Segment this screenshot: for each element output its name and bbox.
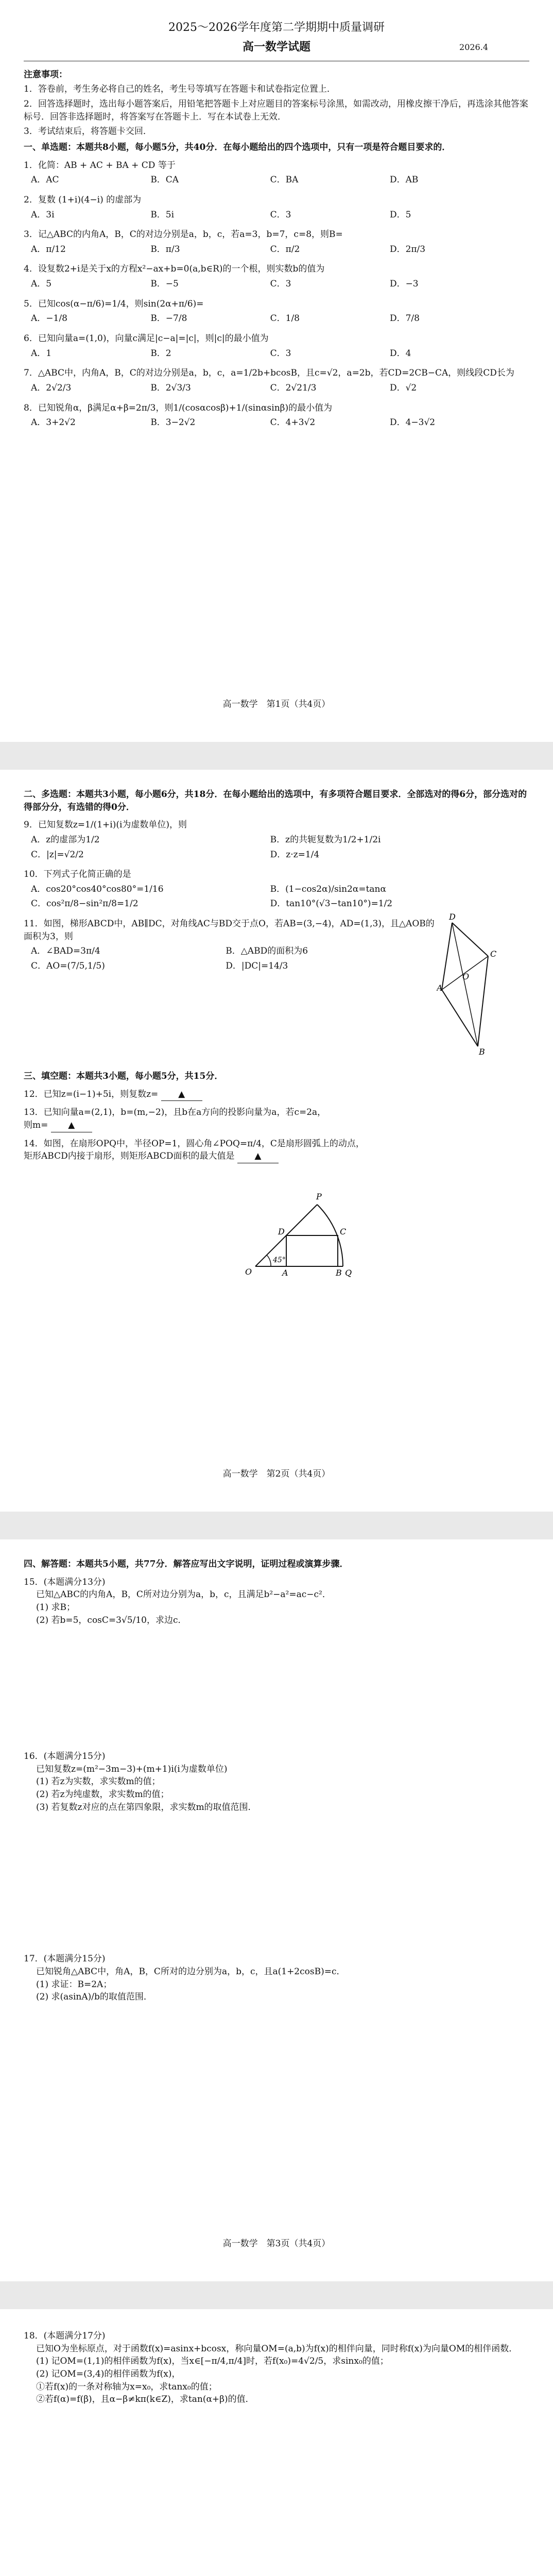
option-b: B．△ABD的面积为6 [226,946,308,957]
options [24,834,529,863]
question-16 [24,1750,529,1814]
sub-question: (1) 记OM=(1,1)的相伴函数为f(x)，当x∈[−π/4,π/4]时，若f(x₀)=4√2/5，求sinx₀的值； [36,2356,389,2367]
option-a: A．cos20°cos40°cos80°=1/16 [31,884,164,894]
label-o: O [462,972,470,982]
option-c: C．AO=(7/5,1/5) [31,961,105,972]
answer-blank: ▲ [161,1088,202,1101]
question-12 [24,1088,529,1101]
question-stem: 2．复数 (1+i)(4−i) 的虚部为 [24,194,142,205]
question-header: 16．(本题满分15分) [24,1751,106,1762]
sub-question: (1) 求证：B=2A； [36,1979,112,1990]
option-b: B．−5 [150,279,179,290]
notice-item: 1．答卷前，考生务必将自己的姓名，考生号等填写在答题卡和试卷指定位置上． [24,84,336,95]
question-stem: 10．下列式子化简正确的是 [24,869,131,880]
option-b: B．CA [150,175,179,185]
option-d: D．z·z=1/4 [270,849,320,860]
option-b: B．π/3 [150,244,180,255]
question-stem: 4．设复数2+i是关于x的方程x²−ax+b=0(a,b∈R)的一个根，则实数b的值为 [24,264,325,275]
question-10 [24,868,529,912]
question-17 [24,1953,529,2004]
angle-label: 45° [273,1256,286,1264]
question-stem: 12．已知z=(i−1)+5i，则复数z= [24,1089,159,1099]
label-q: Q [345,1267,352,1278]
question-14 [24,1138,529,1286]
question-stem: 已知O为坐标原点，对于函数f(x)=asinx+bcosx，称向量OM=(a,b)为f(x)的相伴向量，同时称f(x)为向量OM的相伴函数． [36,2343,518,2354]
question-8 [24,402,529,431]
question-stem: 已知△ABC的内角A，B，C所对边分别为a，b，c，且满足b²−a²=ac−c²． [36,1589,331,1600]
option-c: C．BA [270,175,299,185]
label-b: B [336,1267,342,1278]
label-d: D [278,1226,285,1236]
option-c: C．cos²π/8−sin²π/8=1/2 [31,899,139,909]
label-p: P [316,1191,322,1201]
sub-question: (2) 若z为纯虚数，求实数m的值； [36,1789,169,1800]
option-b: B．z的共轭复数为1/2+1/2i [270,834,381,845]
option-d: D．−3 [389,279,419,290]
question-stem: 1．化简：AB + AC + BA + CD 等于 [24,160,176,171]
sub-question: (2) 记OM=(3,4)的相伴函数为f(x)， [36,2368,181,2379]
option-d: D．tan10°(√3−tan10°)=1/2 [270,899,393,909]
option-c: C．1/8 [270,313,300,324]
option-d: D．7/8 [389,313,420,324]
question-stem: 9．已知复数z=1/(1+i)(i为虚数单位)，则 [24,820,187,831]
options [24,278,529,293]
page-footer: 高一数学 第2页（共4页） [222,1469,331,1480]
exam-date: 2026.4 [459,42,488,52]
option-d: D．AB [389,175,419,185]
option-d: D．√2 [389,382,417,393]
options [24,312,529,327]
label-c: C [340,1226,347,1236]
notice-title: 注意事项： [24,69,67,80]
question-4 [24,263,529,292]
notice-item: 2．回答选择题时，选出每小题答案后，用铅笔把答题卡上对应题目的答案标号涂黑，如需改动，用橡皮擦干净后，再选涂其他答案标号．回答非选择题时，将答案写在答题卡上．写在本试卷上无效． [24,99,528,122]
sub-question: (2) 若b=5，cosC=3√5/10，求边c． [36,1615,187,1625]
options [24,416,529,431]
page-footer: 高一数学 第1页（共4页） [222,699,331,710]
option-a: A．AC [31,175,59,185]
label-b: B [479,1047,485,1057]
option-a: A．1 [31,348,52,359]
question-9 [24,819,529,863]
question-stem: 11．如图，梯形ABCD中，AB∥DC，对角线AC与BD交于点O，若AB=(3,−4)，AD=(1,3)，且△AOB的面积为3，则 [24,919,435,942]
label-a: A [437,983,443,993]
option-c: C．|z|=√2/2 [31,849,84,860]
sub-question: ②若f(α)=f(β)，且α−β≠kπ(k∈Z)，求tan(α+β)的值． [36,2394,254,2405]
question-stem: 5．已知cos(α−π/6)=1/4，则sin(2α+π/6)= [24,298,204,309]
options [24,347,529,362]
answer-space [24,2406,529,2576]
options [24,382,529,397]
option-c: C．3 [270,279,291,290]
option-b: B．2√3/3 [150,382,191,393]
question-15 [24,1576,529,1627]
option-a: A．5 [31,279,52,290]
option-a: A．2√2/3 [31,382,72,393]
question-stem: 3．记△ABC的内角A，B，C的对边分别是a，b，c，若a=3，b=7，c=8，则B= [24,229,343,240]
option-d: D．4 [389,348,411,359]
option-d: D．5 [389,209,411,220]
option-b: B．3−2√2 [150,417,196,428]
answer-blank: ▲ [237,1150,279,1163]
question-stem: 13．已知向量a=(2,1)，b=(m,−2)，且b在a方向的投影向量为a，若c=2a， [24,1107,326,1118]
option-a: A．z的虚部为1/2 [31,834,100,845]
subject-title: 高一数学试题 [242,40,310,54]
section-2-title: 二、多选题：本题共3小题，每小题6分，共18分．在每小题给出的选项中，有多项符合题目要求．全部选对的得6分，部分选对的得部分分，有选错的得0分． [24,789,527,812]
section-1-title: 一、单选题：本题共8小题，每小题5分，共40分．在每小题给出的四个选项中，只有一项是符合题目要求的． [24,142,451,152]
trapezoid-figure [437,912,498,1057]
question-header: 15．(本题满分13分) [24,1577,106,1587]
option-d: D．2π/3 [389,244,426,255]
option-c: C．π/2 [270,244,300,255]
page-4 [0,2309,553,2576]
question-18 [24,2330,529,2406]
options [24,209,529,224]
options [24,174,529,189]
option-b: B．(1−cos2α)/sin2α=tanα [270,884,386,894]
question-2 [24,194,529,223]
sector-figure [240,1168,358,1282]
sub-question: ①若f(x)的一条对称轴为x=x₀，求tanx₀的值； [36,2381,217,2392]
question-stem: 8．已知锐角α，β满足α+β=2π/3，则1/(cosαcosβ)+1/(sinαsinβ)的最小值为 [24,402,333,413]
question-stem: 已知锐角△ABC中，角A，B，C所对的边分别为a，b，c，且a(1+2cosB)=c． [36,1967,345,1977]
option-b: B．−7/8 [150,313,187,324]
section-3-title: 三、填空题：本题共3小题，每小题5分，共15分． [24,1071,223,1082]
question-stem: 7．△ABC中，内角A，B，C的对边分别是a，b，c，a=1/2b+bcosB，且c=√2，a=2b，若CD=2CB−CA，则线段CD长为 [24,368,514,379]
answer-blank: ▲ [51,1119,92,1132]
option-c: C．4+3√2 [270,417,316,428]
exam-title: 2025～2026学年度第二学期期中质量调研 [168,21,385,34]
page-footer: 高一数学 第3页（共4页） [222,2239,331,2249]
question-stem-cont: 矩形ABCD内接于扇形，则矩形ABCD面积的最大值是 [24,1151,235,1162]
option-c: C．3 [270,209,291,220]
option-a: A．−1/8 [31,313,67,324]
question-13 [24,1106,529,1132]
option-b: B．5i [150,209,175,220]
answer-space [24,1626,529,1745]
question-stem-cont: 则m= [24,1120,48,1131]
option-c: C．3 [270,348,291,359]
option-a: A．π/12 [31,244,66,255]
option-d: D．|DC|=14/3 [226,961,288,972]
options [24,883,529,912]
option-a: A．∠BAD=3π/4 [31,946,100,957]
question-7 [24,367,529,396]
section-4-title: 四、解答题：本题共5小题，共77分．解答应写出文字说明，证明过程或演算步骤． [24,1559,349,1569]
question-11 [24,912,529,1067]
option-c: C．2√21/3 [270,382,317,393]
sub-question: (1) 求B； [36,1602,75,1613]
page-3 [0,1539,553,2281]
sub-question: (3) 若复数z对应的点在第四象限，求实数m的取值范围． [36,1802,257,1812]
page-1 [0,0,553,742]
question-header: 18．(本题满分17分) [24,2331,106,2341]
sub-question: (1) 若z为实数，求实数m的值； [36,1776,161,1787]
label-a: A [282,1267,288,1278]
sub-question: (2) 求(asinA)/b的取值范围． [36,1992,152,2003]
question-stem: 已知复数z=(m²−3m−3)+(m+1)i(i为虚数单位) [36,1764,228,1774]
label-d: D [449,912,456,922]
answer-space [24,1814,529,1947]
notice-item: 3．考试结束后，将答题卡交回． [24,126,152,137]
option-d: D．4−3√2 [389,417,436,428]
question-3 [24,228,529,258]
question-stem: 14．如图，在扇形OPQ中，半径OP=1，圆心角∠POQ=π/4，C是扇形圆弧上的动点， [24,1138,365,1149]
option-a: A．3+2√2 [31,417,76,428]
question-stem: 6．已知向量a=(1,0)，向量c满足|c−a|=|c|，则|c|的最小值为 [24,333,269,344]
question-header: 17．(本题满分15分) [24,1954,106,1964]
question-5 [24,298,529,327]
option-a: A．3i [31,209,55,220]
label-o: O [245,1266,252,1277]
label-c: C [490,949,497,959]
question-6 [24,332,529,362]
options [24,243,529,258]
exam-subject [24,39,529,56]
page-2 [0,770,553,1512]
question-1 [24,159,529,189]
option-b: B．2 [150,348,171,359]
